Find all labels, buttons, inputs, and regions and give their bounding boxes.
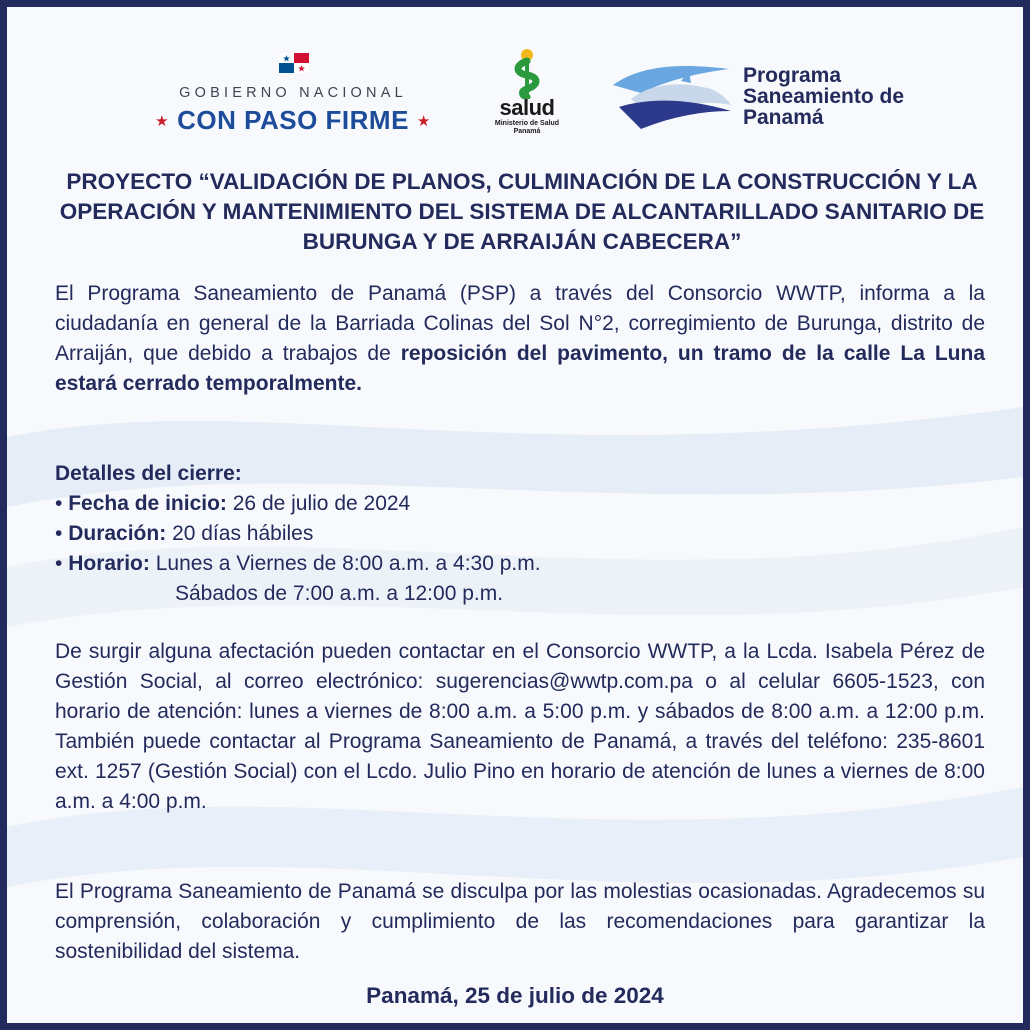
red-star-icon: ★ [155, 113, 170, 130]
panama-flag-icon [279, 53, 309, 73]
psp-logo [611, 59, 911, 139]
gobierno-nacional-text: GOBIERNO NACIONAL [179, 85, 407, 101]
project-title: PROYECTO “VALIDACIÓN DE PLANOS, CULMINACIÓN DE LA CONSTRUCCIÓN Y LA OPERACIÓN Y MANTENIMIENTO DEL SISTEMA DE ALCANTARILLADO SANITARIO DE BURUNGA Y DE ARRAIJÁN CABECERA” [59, 169, 985, 254]
detail-label: Horario: [68, 552, 150, 575]
bullet: • [55, 492, 63, 515]
red-star-icon: ★ [416, 113, 431, 130]
intro-bold-text: reposición del pavimento, un tramo de la calle La Luna estará cerrado temporalmente. [55, 342, 985, 395]
intro-paragraph [55, 279, 985, 399]
detail-label: Fecha de inicio: [68, 492, 227, 515]
detail-item-horario [55, 549, 985, 579]
ministerio-salud-logo [485, 47, 569, 143]
salud-emblem-icon [485, 47, 569, 99]
details-heading: Detalles del cierre: [55, 462, 242, 485]
dolphin-wave-icon [611, 63, 736, 135]
gobierno-nacional-logo [145, 53, 441, 143]
detail-value: 26 de julio de 2024 [232, 492, 411, 515]
closure-details [55, 459, 985, 609]
detail-horario-saturday: Sábados de 7:00 a.m. a 12:00 p.m. [175, 582, 504, 605]
con-paso-firme-text: CON PASO FIRME [177, 105, 409, 135]
intro-text: El Programa Saneamiento de Panamá (PSP) a través del Consorcio WWTP, informa a la ciudadanía en general de la Barriada Colinas del Sol N°2, corregimiento de Burunga, distrito de Arraiján, que debido a trabajos de [55, 282, 985, 365]
footer-date: Panamá, 25 de julio de 2024 [366, 983, 664, 1008]
con-paso-firme-row [145, 105, 441, 136]
detail-value: Lunes a Viernes de 8:00 a.m. a 4:30 p.m. [155, 552, 541, 575]
closing-paragraph: El Programa Saneamiento de Panamá se disculpa por las molestias ocasionadas. Agradecemos su comprensión, colaboración y cumplimiento de las recomendaciones para garantizar la sostenibilidad del sistema. [55, 880, 985, 963]
bullet: • [55, 552, 63, 575]
detail-label: Duración: [68, 522, 167, 545]
psp-name-text: Programa Saneamiento de Panamá [743, 64, 905, 129]
detail-item-duracion [55, 519, 985, 549]
detail-item-fecha [55, 489, 985, 519]
salud-wordmark: salud [499, 95, 555, 120]
bullet: • [55, 522, 63, 545]
salud-subtitle: Ministerio de Salud Panamá [494, 120, 560, 135]
contact-paragraph: De surgir alguna afectación pueden contactar en el Consorcio WWTP, a la Lcda. Isabela Pérez de Gestión Social, al correo electrónico: sugerencias@wwtp.com.pa o al celular 6605-1523, con horario de atención: lunes a viernes de 8:00 a.m. a 5:00 p.m. y sábados de 8:00 a.m. a 12:00 p.m. También puede contactar al Programa Saneamiento de Panamá, a través del teléfono: 235-8601 ext. 1257 (Gestión Social) con el Lcdo. Julio Pino en horario de atención de lunes a viernes de 8:00 a.m. a 4:00 p.m. [55, 640, 985, 813]
detail-value: 20 días hábiles [172, 522, 314, 545]
